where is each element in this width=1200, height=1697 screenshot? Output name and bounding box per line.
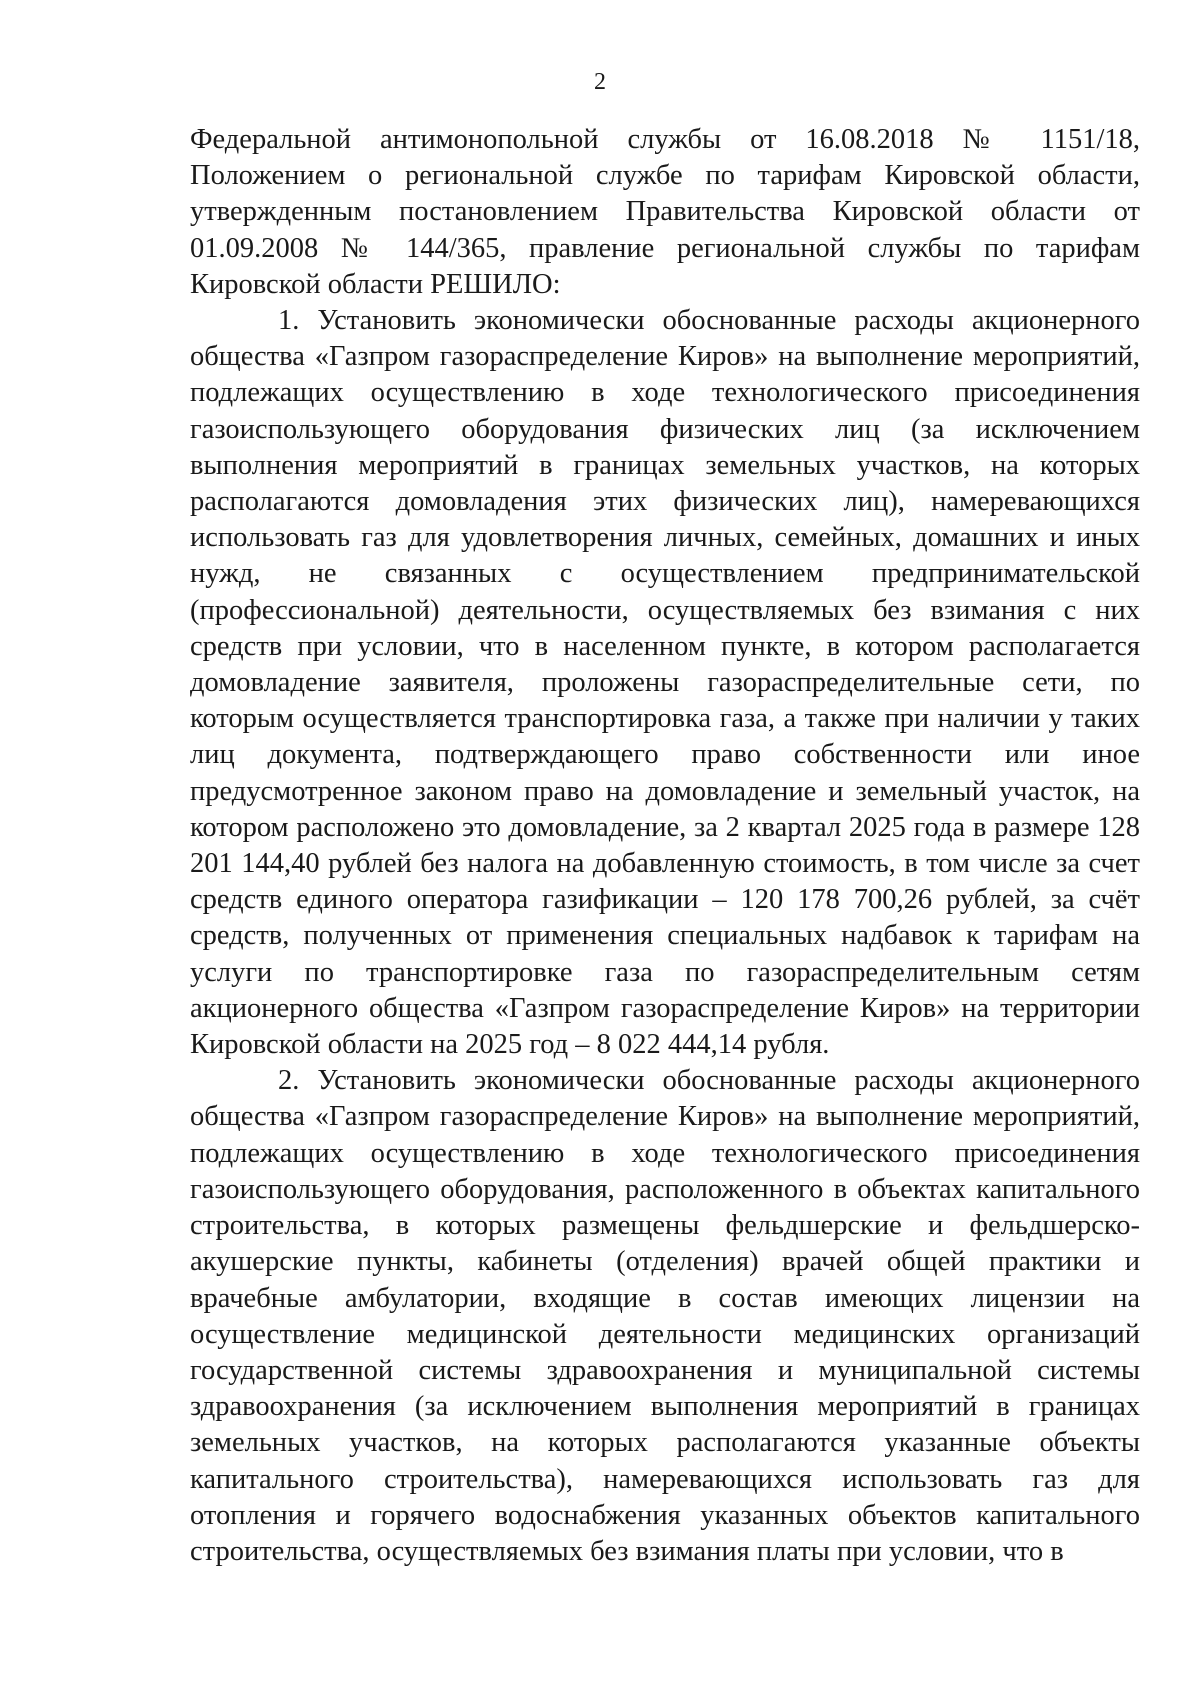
page-number: 2 [594,69,606,95]
paragraph-intro-continuation: Федеральной антимонопольной службы от 16.08.2018 № 1151/18, Положением о региональной службе по тарифам Кировской области, утвержденным постановлением Правительства Кировской области от 01.09.2008 № 144/365, правление региональной службы по тарифам Кировской области РЕШИЛО: [190,124,1140,300]
paragraph-item-2: 2. Установить экономически обоснованные расходы акционерного общества «Газпром газораспределение Киров» на выполнение мероприятий, подлежащих осуществлению в ходе технологического присоединения газоиспользующего оборудования, расположенного в объектах капитального строительства, в которых размещены фельдшерские и фельдшерско-акушерские пункты, кабинеты (отделения) врачей общей практики и врачебные амбулатории, входящие в состав имеющих лицензии на осуществление медицинской деятельности медицинских организаций государственной системы здравоохранения и муниципальной системы здравоохранения (за исключением выполнения мероприятий в границах земельных участков, на которых располагаются указанные объекты капитального строительства), намеревающихся использовать газ для отопления и горячего водоснабжения указанных объектов капитального строительства, осуществляемых без взимания платы при условии, что в [190,1065,1140,1567]
paragraph-item-1: 1. Установить экономически обоснованные расходы акционерного общества «Газпром газораспределение Киров» на выполнение мероприятий, подлежащих осуществлению в ходе технологического присоединения газоиспользующего оборудования физических лиц (за исключением выполнения мероприятий в границах земельных участков, на которых располагаются домовладения этих физических лиц), намеревающихся использовать газ для удовлетворения личных, семейных, домашних и иных нужд, не связанных с осуществлением предпринимательской (профессиональной) деятельности, осуществляемых без взимания с них средств при условии, что в населенном пункте, в котором располагается домовладение заявителя, проложены газораспределительные сети, по которым осуществляется транспортировка газа, а также при наличии у таких лиц документа, подтверждающего право собственности или иное предусмотренное законом право на домовладение и земельный участок, на котором расположено это домовладение, за 2 квартал 2025 года в размере 128 201 144,40 рублей без налога на добавленную стоимость, в том числе за счет средств единого оператора газификации – 120 178 700,26 рублей, за счёт средств, полученных от применения специальных надбавок к тарифам на услуги по транспортировке газа по газораспределительным сетям акционерного общества «Газпром газораспределение Киров» на территории Кировской области на 2025 год – 8 022 444,14 рубля. [190,305,1140,1061]
document-body [190,122,1140,1570]
